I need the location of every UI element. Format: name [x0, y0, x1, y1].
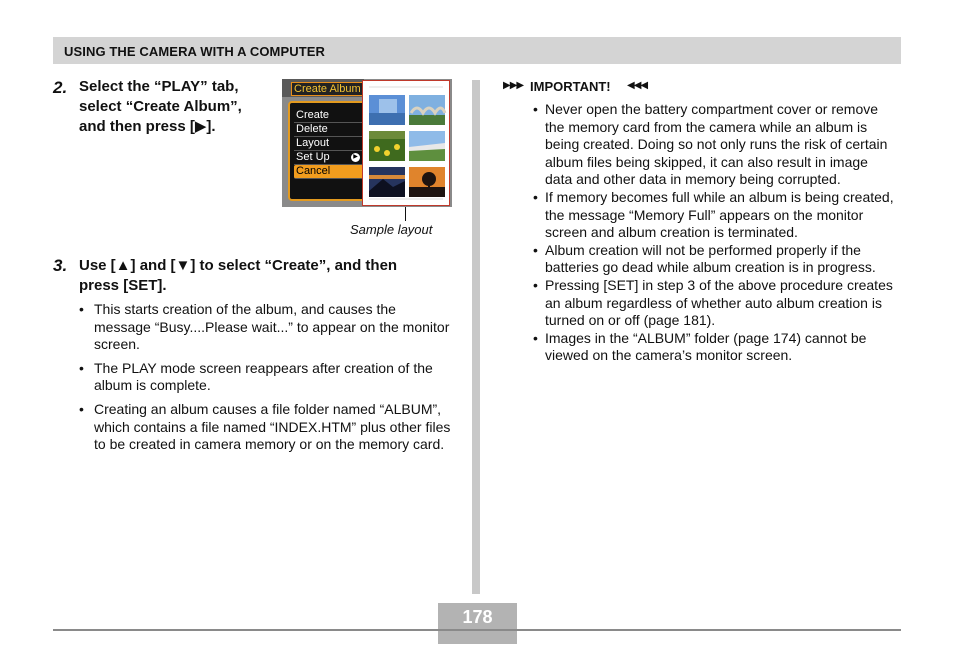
- list-item: • Album creation will not be performed properly if the batteries go dead while album creation is in progress.: [533, 242, 899, 277]
- column-divider: [472, 80, 480, 594]
- create-album-title: Create Album: [291, 82, 364, 96]
- album-thumbnails: [363, 81, 449, 205]
- list-item: • If memory becomes full while an album is being created, the message “Memory Full” appears on the monitor screen and album creation is terminated.: [533, 189, 899, 242]
- menu-item-cancel: Cancel: [294, 165, 366, 179]
- list-item: • The PLAY mode screen reappears after creation of the album is complete.: [79, 360, 453, 395]
- page-number: 178: [462, 607, 493, 627]
- list-item: • Images in the “ALBUM” folder (page 174) cannot be viewed on the camera’s monitor screen.: [533, 330, 899, 365]
- important-heading: IMPORTANT!: [530, 79, 611, 94]
- thumbnail-mountain-dusk: [369, 167, 405, 197]
- thumbnail-bridge: [409, 95, 445, 125]
- important-notes: [533, 101, 899, 365]
- page-number-box: [438, 603, 517, 630]
- list-item: • Creating an album causes a file folder named “ALBUM”, which contains a file named “INDEX.HTM” plus other files to be created in camera memory or on the memory card.: [79, 401, 453, 454]
- menu-item-set-up-label: Set Up: [296, 151, 330, 163]
- important-arrows-right-icon: ◀◀◀: [627, 80, 648, 91]
- menu-item-layout: Layout: [294, 137, 366, 151]
- page-number-tab-bottom: [438, 631, 517, 644]
- step-3-notes: [79, 301, 453, 460]
- thumbnail-sky: [369, 95, 405, 125]
- album-sample-page: [362, 80, 450, 206]
- list-item: • This starts creation of the album, and causes the message “Busy....Please wait...” to appear on the monitor screen.: [79, 301, 453, 354]
- menu-item-delete: Delete: [294, 123, 366, 137]
- important-arrows-left-icon: ▶▶▶: [503, 80, 524, 91]
- camera-screen-illustration: [282, 79, 452, 207]
- step-3-line: Use [▲] and [▼] to select “Create”, and then: [79, 257, 398, 274]
- thumbnail-flowers: [369, 131, 405, 161]
- section-header-bar: [53, 37, 901, 64]
- thumbnail-sunset-tree: [409, 167, 445, 197]
- thumbnail-coast: [409, 131, 445, 161]
- step-2-line: select “Create Album”,: [79, 98, 242, 115]
- step-2-line: and then press [▶].: [79, 118, 216, 135]
- section-title: USING THE CAMERA WITH A COMPUTER: [64, 44, 326, 59]
- step-3-instruction: [79, 256, 459, 296]
- screen-header: [282, 79, 364, 97]
- figure-caption: Sample layout: [350, 222, 433, 237]
- create-album-menu: [288, 101, 370, 201]
- list-item: • Pressing [SET] in step 3 of the above procedure creates an album regardless of whether auto album creation is turned on or off (page 181).: [533, 277, 899, 330]
- submenu-arrow-icon: ▶: [351, 153, 360, 162]
- step-2-instruction: [79, 77, 279, 137]
- step-2-number: 2.: [53, 78, 68, 97]
- menu-item-create: Create: [294, 109, 366, 123]
- menu-item-set-up: [294, 151, 366, 165]
- list-item: • Never open the battery compartment cover or remove the memory card from the camera while an album is being created. Doing so not only runs the risk of certain album files being skipped, it can also result in image data and other data in memory being corrupted.: [533, 101, 899, 189]
- step-2-line: Select the “PLAY” tab,: [79, 78, 239, 95]
- step-3-line: press [SET].: [79, 277, 167, 294]
- step-3-number: 3.: [53, 256, 68, 275]
- caption-leader-line: [405, 207, 406, 221]
